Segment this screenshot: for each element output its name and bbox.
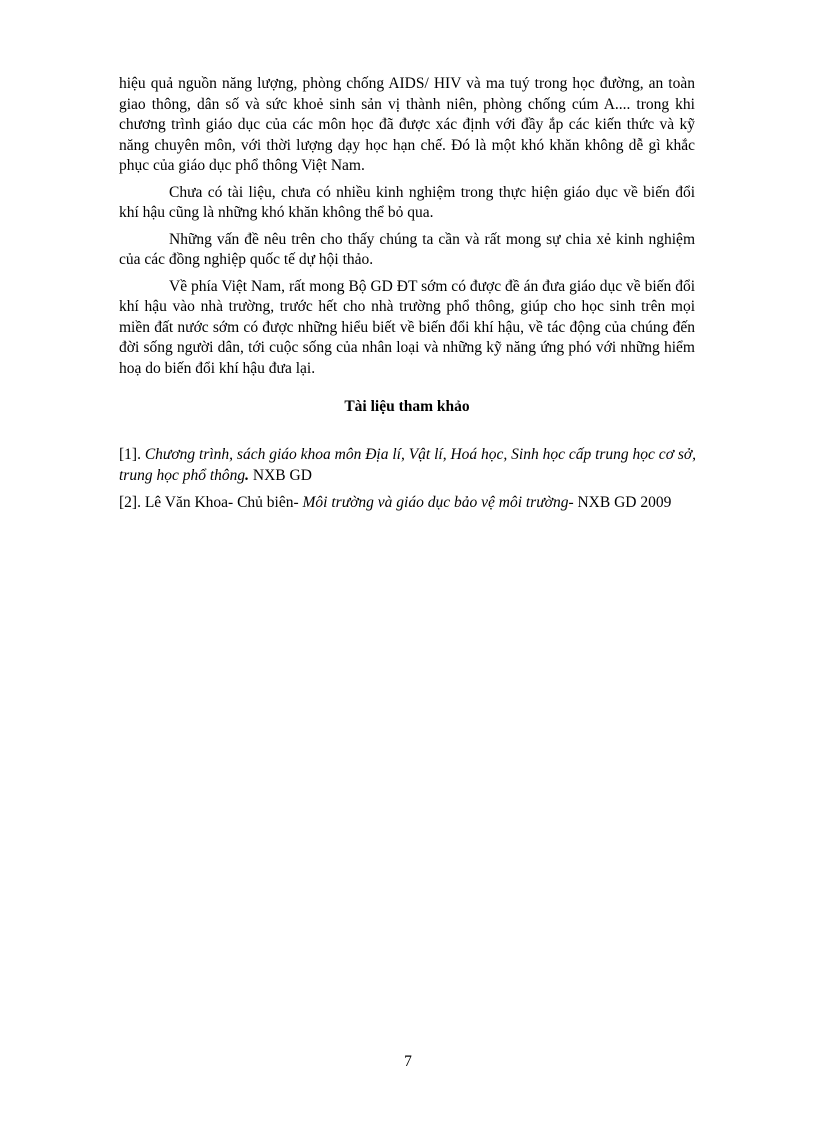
page-number: 7 xyxy=(404,1053,412,1070)
reference-title: Chương trình, sách giáo khoa môn Địa lí, Vật lí, Hoá học, Sinh học cấp trung học cơ sở, trung học phổ thông xyxy=(119,446,697,484)
body-text xyxy=(119,74,695,385)
reference-publisher: NXB GD xyxy=(249,467,312,484)
reference-title: Môi trường và giáo dục bảo vệ môi trường xyxy=(302,494,569,511)
reference-publisher: - NXB GD 2009 xyxy=(568,494,672,511)
paragraph-vietnam-proposal: Về phía Việt Nam, rất mong Bộ GD ĐT sớm có được đề án đưa giáo dục về biến đổi khí hậu vào nhà trường, trước hết cho nhà trường phổ thông, giúp cho học sinh trên mọi miền đất nước sớm có được những hiểu biết về biến đổi khí hậu, về tác động của chúng đến đời sống người dân, tới cuộc sống của nhân loại và những kỹ năng ứng phó với những hiểm hoạ do biến đổi khí hậu đưa lại. xyxy=(119,277,695,377)
reference-author: Lê Văn Khoa- Chủ biên- xyxy=(144,494,303,511)
reference-item xyxy=(119,444,699,486)
paragraph-lack-of-materials: Chưa có tài liệu, chưa có nhiều kinh nghiệm trong thực hiện giáo dục về biến đổi khí hậu cũng là những khó khăn không thể bỏ qua. xyxy=(119,183,695,221)
reference-item xyxy=(119,492,699,513)
reference-number: [2]. xyxy=(119,494,145,511)
paragraph-sharing-experience: Những vấn đề nêu trên cho thấy chúng ta cần và rất mong sự chia xẻ kinh nghiệm của các đồng nghiệp quốc tế dự hội thảo. xyxy=(119,230,695,268)
references-title: Tài liệu tham khảo xyxy=(344,398,470,415)
reference-title-dot: . xyxy=(245,467,250,484)
references-list xyxy=(119,444,699,519)
paragraph-continuation: hiệu quả nguồn năng lượng, phòng chống AIDS/ HIV và ma tuý trong học đường, an toàn giao thông, dân số và sức khoẻ sinh sản vị thành niên, phòng chống cúm A.... trong khi chương trình giáo dục của các môn học đã được xác định với đầy ắp các kiến thức và kỹ năng chuyên môn, với thời lượng dạy học hạn chế. Đó là một khó khăn không dễ gì khắc phục của giáo dục phổ thông Việt Nam. xyxy=(119,75,695,174)
reference-number: [1]. xyxy=(119,446,145,463)
